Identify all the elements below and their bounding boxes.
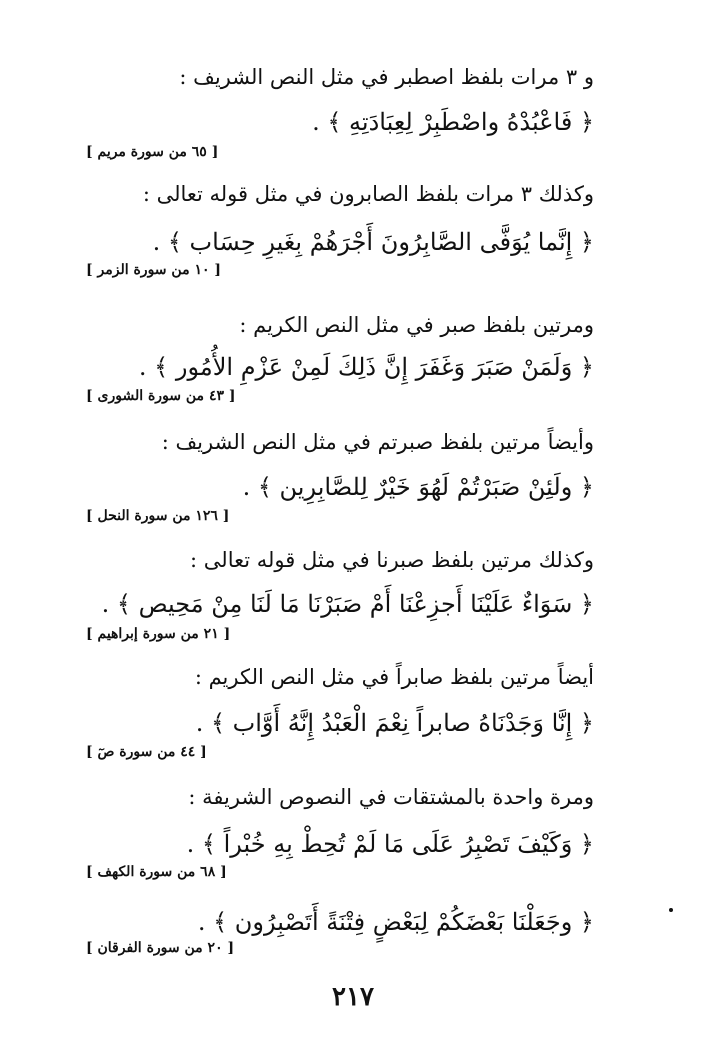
quran-verse-4: ﴿ ولَئِنْ صَبَرْتُمْ لَهُوَ خَيْرٌ لِلصَّابِرِين ﴾ . — [242, 473, 594, 501]
intro-line-2: وكذلك ٣ مرات بلفظ الصابرون في مثل قوله تعالى : — [142, 182, 594, 206]
intro-line-3: ومرتين بلفظ صبر في مثل النص الكريم : — [239, 313, 594, 337]
intro-line-6: أيضاً مرتين بلفظ صابراً في مثل النص الكريم : — [194, 665, 594, 689]
intro-line-5: وكذلك مرتين بلفظ صبرنا في مثل قوله تعالى : — [190, 548, 594, 572]
verse-reference-7: [ ٦٨ من سورة الكهف ] — [86, 864, 227, 880]
quran-verse-6: ﴿ إِنَّا وَجَدْنَاهُ صابراً نِعْمَ الْعَبْدُ إِنَّهُ أَوَّاب ﴾ . — [195, 709, 594, 737]
intro-line-1: و ٣ مرات بلفظ اصطبر في مثل النص الشريف : — [179, 65, 594, 89]
quran-verse-5: ﴿ سَوَاءٌ عَلَيْنَا أَجزِعْنَا أَمْ صَبَرْنَا مَا لَنَا مِنْ مَحِيص ﴾ . — [101, 590, 594, 618]
quran-verse-7: ﴿ وَكَيْفَ تَصْبِرُ عَلَى مَا لَمْ تُحِطْ بِهِ خُبْراً ﴾ . — [186, 830, 594, 858]
verse-reference-4: [ ١٢٦ من سورة النحل ] — [86, 508, 230, 524]
quran-verse-1: ﴿ فَاعْبُدْهُ واصْطَبِرْ لِعِبَادَتِهِ ﴾ . — [312, 108, 594, 136]
verse-reference-5: [ ٢١ من سورة إبراهيم ] — [86, 626, 231, 642]
intro-line-7: ومرة واحدة بالمشتقات في النصوص الشريفة : — [188, 785, 594, 809]
verse-reference-3: [ ٤٣ من سورة الشورى ] — [86, 388, 236, 404]
quran-verse-3: ﴿ وَلَمَنْ صَبَرَ وَغَفَرَ إِنَّ ذَلِكَ لَمِنْ عَزْمِ الأُمُور ﴾ . — [138, 353, 594, 381]
verse-reference-8: [ ٢٠ من سورة الفرقان ] — [86, 940, 235, 956]
quran-verse-8: ﴿ وجَعَلْنَا بَعْضَكُمْ لِبَعْضٍ فِتْنَةً أَتَصْبِرُون ﴾ . — [197, 908, 594, 936]
verse-reference-6: [ ٤٤ من سورة صٓ ] — [86, 744, 207, 760]
stray-dot-mark — [669, 908, 673, 912]
verse-reference-2: [ ١٠ من سورة الزمر ] — [86, 262, 221, 278]
intro-line-4: وأيضاً مرتين بلفظ صبرتم في مثل النص الشريف : — [161, 430, 594, 454]
verse-reference-1: [ ٦٥ من سورة مريم ] — [86, 144, 219, 160]
quran-verse-2: ﴿ إِنَّما يُوَفَّى الصَّابِرُونَ أَجْرَهُمْ بِغَيرِ حِسَاب ﴾ . — [152, 228, 594, 256]
page-number: ٢١٧ — [332, 982, 374, 1012]
